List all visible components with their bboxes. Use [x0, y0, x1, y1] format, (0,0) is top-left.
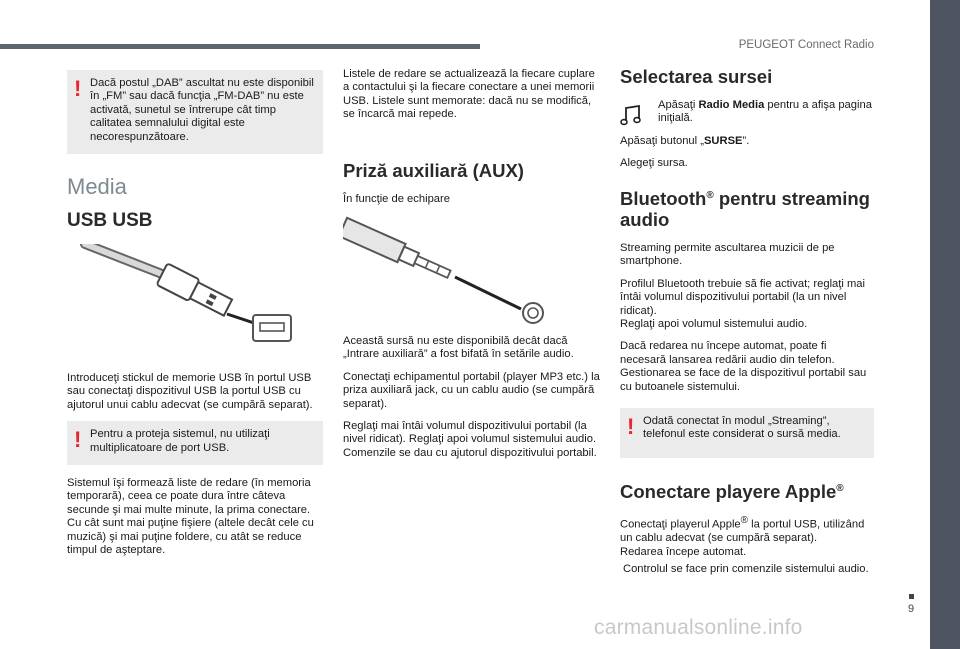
page-marker-icon — [909, 594, 914, 599]
page-edge-strip — [930, 0, 960, 649]
page-number: 9 — [908, 603, 915, 615]
warning-text: Odată conectat în modul „Streaming”, telefonul este considerat o sursă media. — [643, 415, 841, 441]
source-heading: Selectarea sursei — [620, 66, 773, 87]
aux-jack-illustration — [343, 215, 599, 325]
usb-heading: USB USB — [67, 210, 153, 232]
warning-icon: ! — [74, 427, 82, 453]
header-bar — [0, 44, 480, 49]
header-title: PEUGEOT Connect Radio — [738, 39, 874, 51]
bluetooth-heading: Bluetooth® pentru streaming audio — [620, 187, 870, 230]
warning-icon: ! — [74, 76, 82, 101]
watermark: carmanualsonline.info — [594, 616, 803, 639]
apple-heading: Conectare playere Apple® — [620, 481, 844, 502]
warning-text: Pentru a proteja sistemul, nu utilizaţi multiplicatoare de port USB. — [90, 428, 270, 454]
column-2 — [343, 68, 601, 469]
aux-note-text: Această sursă nu este disponibilă decât dacă „Intrare auxiliară” a fost bifată în setările audio. — [343, 335, 574, 361]
warning-box-streaming — [620, 408, 874, 458]
music-note-icon — [620, 105, 642, 127]
column-3 — [620, 66, 874, 585]
usb-illustration — [67, 244, 323, 362]
radio-media-instruction — [620, 99, 874, 127]
section-heading-media: Media — [67, 174, 127, 200]
surse-button-text: Apăsaţi butonul „SURSE”. — [620, 135, 750, 147]
column-1 — [67, 70, 323, 567]
aux-heading: Priză auxiliară (AUX) — [343, 159, 524, 181]
warning-text: Dacă postul „DAB” ascultat nu este disponibil în „FM” sau dacă funcţia „FM-DAB” nu este activată, sunetul se întrerupe cât timp calitatea semnalului digital este necorespunzătoare. — [90, 77, 314, 143]
aux-connect-text: Conectaţi echipamentul portabil (player MP3 etc.) la priza auxiliară jack, cu un cablu audio (se cumpără separat). — [343, 370, 600, 410]
playlists-text: Sistemul îşi formează liste de redare (în memoria temporară), ceea ce poate dura între câteva secunde şi mai multe minute, la prima conectare. Cu cât sunt mai puţine fişiere (altele decât cele cu muzică) şi mai puţine foldere, cu atât se reduce timpul de aşteptare. — [67, 477, 314, 557]
aux-equipment-text: În funcţie de echipare — [343, 192, 450, 205]
playlists-update-text: Listele de redare se actualizează la fiecare cuplare a contactului şi la fiecare conectare a unei memorii USB. Listele sunt memorate: dacă nu se modifică, se încarcă mai repede. — [343, 68, 595, 121]
warning-box-dab — [67, 70, 323, 154]
warning-box-usb — [67, 421, 323, 465]
apple-control-text: Controlul se face prin comenzile sistemului audio. — [623, 562, 869, 575]
radio-media-text: Apăsaţi Radio Media pentru a afişa pagina iniţială. — [658, 99, 872, 125]
aux-volume-text: Reglaţi mai întâi volumul dispozitivului portabil (la nivel ridicat). Reglaţi apoi volumul sistemului audio. Comenzile se dau cu ajutorul dispozitivului portabil. — [343, 420, 597, 459]
apple-connect-text: Conectaţi playerul Apple® la portul USB, utilizând un cablu adecvat (se cumpără separat). Redarea începe automat. — [620, 515, 865, 558]
bluetooth-profile-text: Profilul Bluetooth trebuie să fie activat; reglaţi mai întâi volumul dispozitivului portabil (la un nivel ridicat). Reglaţi apoi volumul sistemului audio. — [620, 277, 866, 330]
warning-icon: ! — [627, 414, 635, 440]
choose-source-text: Alegeţi sursa. — [620, 157, 688, 170]
bluetooth-autoplay-text: Dacă redarea nu începe automat, poate fi necesară lansarea redării audio din telefon. Gestionarea se face de la dispozitivul portabil sau cu butoanele sistemului. — [620, 340, 867, 393]
bluetooth-streaming-text: Streaming permite ascultarea muzicii de pe smartphone. — [620, 241, 835, 268]
usb-intro-text: Introduceţi stickul de memorie USB în portul USB sau conectaţi dispozitivul USB la portul USB cu ajutorul unui cablu adecvat (se cumpără separat). — [67, 372, 313, 411]
